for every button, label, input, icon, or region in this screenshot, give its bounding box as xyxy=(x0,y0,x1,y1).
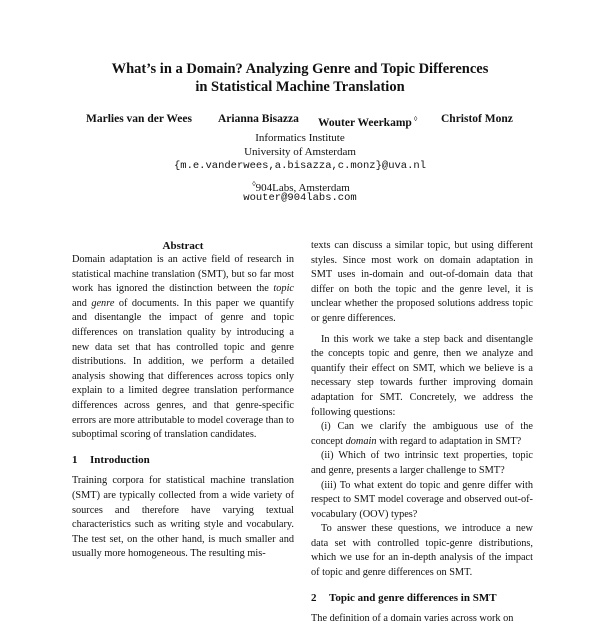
section-1-title: Introduction xyxy=(90,453,150,466)
right-paragraph-4: The definition of a domain varies across work on xyxy=(311,613,514,625)
intro-paragraph: Training corpora for statistical machine translation (SMT) are typically collected from a wide variety of sources and therefore have varying textual characteristics such as writing style and vocabulary. The test set, on the other hand, is much smaller and usually more homogeneous. The resulting mis- xyxy=(72,475,294,560)
abstract-heading: Abstract xyxy=(162,240,204,252)
paper-title xyxy=(0,60,600,96)
abstract-part-b: of documents. In this paper we quantify and disentangle the impact of genre and topic differences on translation quality by introducing a new data set that has controlled topic and genre distributions. In addition, we perform a detailed analysis showing that differences across topics only explain to a limited degree translation performance differences across genres, and that genre-specific errors are more attributable to model coverage than to suboptimal scoring of translation candidates. xyxy=(72,297,294,441)
question-1-domain: domain xyxy=(345,435,377,447)
affiliation-marker: ◊ xyxy=(413,115,418,123)
title-line-1: What’s in a Domain? Analyzing Genre and Topic Differences xyxy=(111,61,489,77)
uva-emails: {m.e.vanderwees,a.bisazza,c.monz}@uva.nl xyxy=(173,160,427,172)
abstract-topic: topic xyxy=(273,283,294,295)
right-paragraph-1: texts can discuss a similar topic, but using different styles. Since most work on domain adaptation in SMT uses in-domain and out-of-domain data that differ on both the topic and the genre level, it is unclear whether the proposed solutions address topic or genre differences. xyxy=(311,240,533,324)
author-1: Marlies van der Wees xyxy=(86,113,192,125)
author-4: Christof Monz xyxy=(441,113,513,125)
section-2-heading xyxy=(311,591,533,606)
abstract-part-a: Domain adaptation is an active field of research in statistical machine translation (SMT), but so far most work has ignored the distinction between the xyxy=(72,254,294,295)
labs-email: wouter@904labs.com xyxy=(243,192,357,204)
question-1-b: with regard to adaptation in SMT? xyxy=(376,435,522,447)
question-2: (ii) Which of two intrinsic text properties, topic and genre, presents a larger challenge to SMT? xyxy=(311,450,533,476)
right-paragraph-3: To answer these questions, we introduce a new data set with controlled topic-genre distributions, which we use for an in-depth analysis of the impact of topic and genre differences on SMT. xyxy=(311,523,533,579)
section-2-title: Topic and genre differences in SMT xyxy=(329,591,497,604)
left-column xyxy=(72,239,294,562)
abstract-genre: genre xyxy=(91,297,115,309)
labs-name: 904Labs, Amsterdam xyxy=(255,182,350,194)
question-1 xyxy=(311,420,533,449)
author-3-wrap xyxy=(318,112,417,130)
abstract-and: and xyxy=(72,297,92,309)
right-column xyxy=(311,239,533,627)
university: University of Amsterdam xyxy=(244,146,356,158)
right-paragraph-2: In this work we take a step back and disentangle the concepts topic and genre, then we analyze and quantify their effect on SMT, which we believe is a necessary step towards further improving domain adaptation for SMT. Concretely, we address the following questions: xyxy=(311,333,533,418)
author-3: Wouter Weerkamp xyxy=(318,117,412,129)
institute: Informatics Institute xyxy=(255,132,345,144)
author-2: Arianna Bisazza xyxy=(218,113,299,125)
labs-marker: ◊ xyxy=(252,180,256,188)
question-1-a: (i) Can we clarify the ambiguous use of the concept xyxy=(311,421,533,447)
title-line-2: in Statistical Machine Translation xyxy=(195,79,405,95)
section-1-number: 1 xyxy=(72,453,78,466)
question-3: (iii) To what extent do topic and genre differ with respect to SMT model coverage and observed out-of-vocabulary (OOV) types? xyxy=(311,479,533,520)
section-1-heading xyxy=(72,453,294,468)
section-2-number: 2 xyxy=(311,591,317,604)
abstract-text xyxy=(72,253,294,443)
